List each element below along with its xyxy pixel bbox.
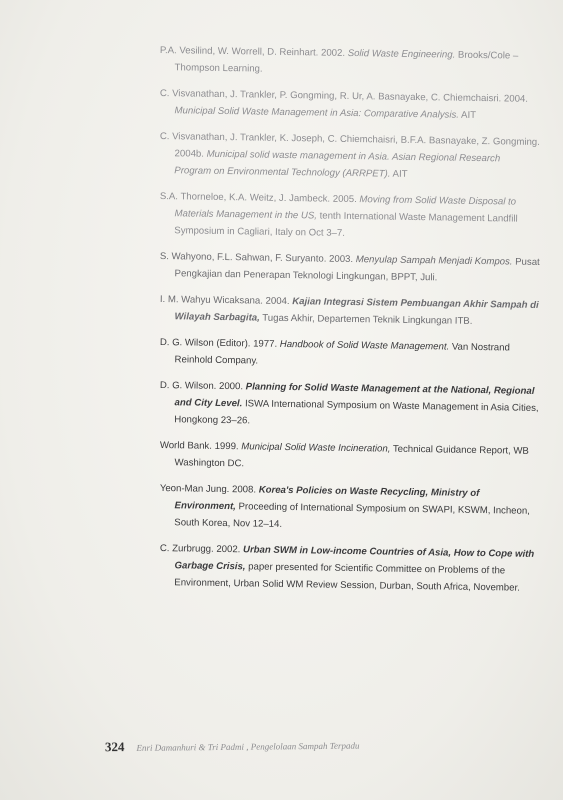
running-footer: Enri Damanhuri & Tri Padmi , Pengelolaan Sampah Terpadu [136,740,360,753]
reference-author: P.A. Vesilind, W. Worrell, D. Reinhart. 2002. [159,44,346,59]
reference-entry [159,377,540,434]
reference-details: Pusat Pengkajian dan Penerapan Teknologi Lingkungan, BPPT, Juli. [174,256,540,284]
reference-title: Municipal Solid Waste Management in Asia: Comparative Analysis. [174,105,460,121]
reference-entry [159,540,540,597]
reference-entry [159,188,540,245]
reference-entry [159,85,539,125]
reference-entry [159,437,539,477]
reference-details: AIT [461,109,477,121]
reference-title: Korea's Policies on Waste Recycling, Ministry of Environment, [174,484,480,513]
reference-details: tenth International Waste Management Landfill Symposium in Cagliari, Italy on Oct 3–7. [174,210,518,239]
reference-title: Municipal Solid Waste Incineration, [241,441,391,455]
reference-author: C. Visvanathan, J. Trankler, P. Gongming, R. Ur, A. Basnayake, C. Chiemchaisri. 2004. [159,87,529,105]
reference-author: Yeon-Man Jung. 2008. [159,482,257,496]
reference-title: Menyulap Sampah Menjadi Kompos. [355,254,513,268]
reference-details: Van Nostrand Reinhold Company. [174,341,510,367]
reference-details: AIT [392,168,408,180]
reference-list [160,42,540,600]
reference-author: S.A. Thorneloe, K.A. Weitz, J. Jambeck. 2005. [159,190,357,206]
reference-title: Planning for Solid Waste Management at the National, Regional and City Level. [174,381,535,410]
reference-entry [159,334,539,374]
reference-title: Kajian Integrasi Sistem Pembuangan Akhir Sampah di Wilayah Sarbagita, [174,296,539,324]
reference-entry [159,42,539,82]
reference-details: ISWA International Symposium on Waste Management in Asia Cities, Hongkong 23–26. [174,398,539,427]
reference-entry [159,128,540,185]
reference-author: I. M. Wahyu Wicaksana. 2004. [159,293,290,308]
reference-title: Solid Waste Engineering. [347,47,456,61]
reference-author: C. Visvanathan, J. Trankler, K. Joseph, C. Chiemchaisri, B.F.A. Basnayake, Z. Gongming. 2004b. [159,130,540,160]
reference-title: Handbook of Solid Waste Management. [279,338,450,353]
reference-author: D. G. Wilson. 2000. [159,379,244,393]
reference-details: Brooks/Cole – Thompson Learning. [174,49,519,75]
reference-author: C. Zurbrugg. 2002. [159,542,241,556]
reference-author: S. Wahyono, F.L. Sahwan, F. Suryanto. 2003. [159,250,354,266]
reference-details: Tugas Akhir, Departemen Teknik Lingkungan ITB. [262,312,473,327]
page-number: 324 [104,738,125,755]
reference-entry [159,248,539,288]
reference-author: World Bank. 1999. [159,439,239,453]
reference-details: paper presented for Scientific Committee on Problems of the Environment, Urban Solid WM Review Session, Durban, South Africa, November. [174,561,520,594]
reference-entry [159,291,539,331]
reference-title: Moving from Solid Waste Disposal to Materials Management in the US, [174,194,517,222]
reference-details: Technical Guidance Report, WB Washington DC. [174,443,529,470]
reference-title: Urban SWM in Low-income Countries of Asia, How to Cope with Garbage Crisis, [174,544,535,573]
reference-author: D. G. Wilson (Editor). 1977. [159,336,278,350]
page-footer [105,734,525,756]
reference-entry [159,480,540,537]
reference-title: Municipal solid waste management in Asia. Asian Regional Research Program on Environmental Technology (ARRPET). [174,148,501,180]
reference-details: Proceeding of International Symposium on SWAPI, KSWM, Incheon, South Korea, Nov 12–14. [174,501,530,530]
